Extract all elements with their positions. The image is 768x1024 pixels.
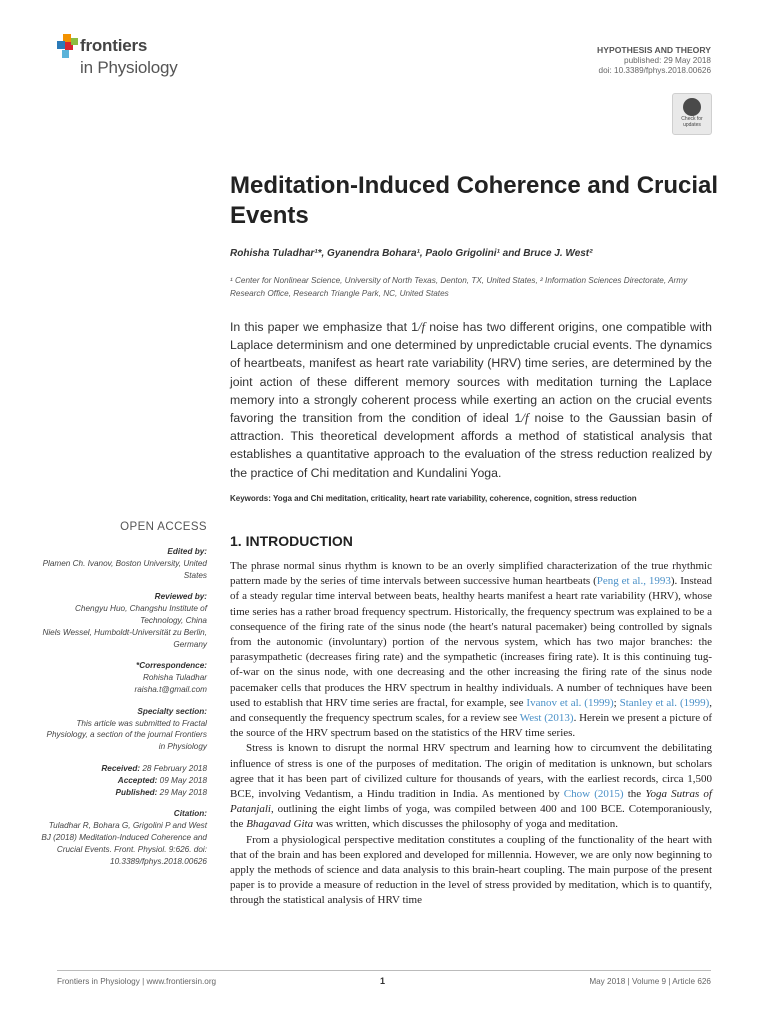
- published-label: Published:: [115, 787, 158, 797]
- footer-divider: [57, 970, 711, 971]
- italic-title: Yoga Sutras of Patanjali: [230, 788, 712, 816]
- edited-by-label: Edited by:: [167, 547, 207, 556]
- page-number: 1: [380, 976, 386, 986]
- specialty-label: Specialty section:: [137, 706, 207, 716]
- abstract-math-2: /f: [521, 410, 529, 426]
- specialty-text: This article was submitted to Fractal Physiology, a section of the journal Frontiers in Physiology: [46, 718, 207, 752]
- open-access-label: OPEN ACCESS: [120, 521, 207, 533]
- text-run: , outlining the eight limbs of yoga, was compiled between 400 and 100 BCE. Cotemporaniously, the: [230, 803, 712, 831]
- text-run: Stress is known to disrupt the normal HRV spectrum and learning how to circumvent the debilitating influence of stress is one of the purposes of meditation. The origin of meditation is unknown, but scholars agree that it has been part of civilized culture for thousands of years, with the earliest records, circa 1,500 BCE, involving Vedantism, a Hindu tradition in India. As mentioned by: [230, 742, 712, 801]
- correspondence-email[interactable]: raisha.t@gmail.com: [134, 684, 207, 694]
- article-title: Meditation-Induced Coherence and Crucial Events: [230, 172, 719, 229]
- correspondence-name: Rohisha Tuladhar: [142, 673, 207, 683]
- citation-text: Tuladhar R, Bohara G, Grigolini P and West BJ (2018) Meditation-Induced Coherence and Crucial Events. Front. Physiol. 9:626. doi: 10.3389/fphys.2018.00626: [41, 821, 207, 866]
- correspondence-block: [40, 660, 207, 695]
- author-list: Rohisha Tuladhar¹*, Gyanendra Bohara¹, Paolo Grigolini¹ and Bruce J. West²: [230, 248, 593, 259]
- editor-name: Plamen Ch. Ivanov, Boston University, United States: [42, 558, 207, 580]
- published-date: published: 29 May 2018: [624, 55, 711, 65]
- footer-journal-link[interactable]: Frontiers in Physiology | www.frontiersin.org: [57, 977, 217, 986]
- journal-name: in Physiology: [80, 58, 178, 77]
- check-for-updates-button[interactable]: [672, 93, 712, 135]
- citation-link[interactable]: West (2013): [519, 712, 574, 725]
- correspondence-label: *Correspondence:: [136, 661, 207, 671]
- abstract-text-1: In this paper we emphasize that 1: [230, 320, 418, 334]
- paragraph: From a physiological perspective meditation constitutes a coupling of the functionality of the heart with that of the brain and has been explored and developed for millennia. However, we are only now beginning to apply the methods of science and data analysis to this brain-heart coupling. The main purpose of the present paper is to provide a measure of reduction in the level of stress provided by meditation, which is to quantify, through the statistical analysis of HRV time: [230, 833, 712, 907]
- abstract: [230, 318, 712, 482]
- text-run: was written, which discusses the philosophy of yoga and meditation.: [313, 818, 619, 831]
- reviewer-name: Chengyu Huo, Changshu Institute of Technology, China: [75, 604, 207, 625]
- paragraph: [230, 741, 712, 832]
- citation-link[interactable]: Ivanov et al. (1999): [526, 696, 614, 709]
- text-run: the: [623, 788, 646, 801]
- text-run: ). Instead of a steady regular time interval between beats, healthy hearts manifest a heart rate variability (HRV), whose time series has a rather broad frequency spectrum. Historically, the frequency spectrum was explained to be a consequence of the firing rate of the sinus node (the heart's natural pacemaker) being controlled by signals from the autonomic (involuntary) portion of the nervous system, which has two major branches: the parasympathetic (decreases firing rate) and the sympathetic (increases firing rate). It is this continuing tug-of-war on the sinus node, with one decreasing and the other increasing the firing rate of the sinus node pacemaker cells that produces the HRV spectrum in healthy individuals. A number of techniques have been used to establish that HRV time series are fractal, for example, see: [230, 575, 712, 709]
- badge-label-2: updates: [683, 121, 701, 128]
- received-date: 28 February 2018: [142, 763, 207, 773]
- article-info-sidebar: [40, 546, 207, 877]
- reviewer-name: Niels Wessel, Humboldt-Universität zu Berlin, Germany: [42, 627, 207, 649]
- reviewed-by-label: Reviewed by:: [154, 592, 207, 602]
- citation-block: [40, 808, 207, 867]
- journal-logo[interactable]: [57, 30, 207, 82]
- badge-label-1: Check for: [681, 116, 703, 122]
- keywords: Keywords: Yoga and Chi meditation, criticality, heart rate variability, coherence, cognition, stress reduction: [230, 494, 637, 503]
- footer-issue-info: May 2018 | Volume 9 | Article 626: [589, 977, 711, 986]
- affiliations: ¹ Center for Nonlinear Science, University of North Texas, Denton, TX, United States, ² Information Sciences Directorate, Army Research Office, Research Triangle Park, NC, United States: [230, 276, 688, 298]
- brand-name: frontiers: [80, 36, 148, 55]
- accepted-date: 09 May 2018: [159, 775, 207, 785]
- update-icon: [683, 98, 701, 116]
- text-run: The phrase normal sinus rhythm is known to be an overly simplified characterization of the true rhythmic pattern made by the series of time intervals between successive human heartbeats (: [230, 560, 712, 588]
- article-meta: [597, 45, 711, 77]
- citation-label: Citation:: [173, 809, 207, 819]
- abstract-math-1: /f: [417, 319, 426, 334]
- text-run: ;: [613, 696, 620, 709]
- italic-title: Bhagavad Gita: [246, 818, 314, 831]
- text-run: , and consequently the frequency spectrum scales, for a review see: [230, 696, 713, 725]
- body-text: [230, 559, 712, 909]
- editor-block: [40, 546, 207, 581]
- abstract-text-2: noise has two different origins, one compatible with Laplace determinism and one determined by unpredictable crucial events. The dynamics of heartbeats, manifest as heart rate variability (HRV) time series, are determined by the joint action of these different memory sources with meditation turning the Laplace memory into a strongly coherent process while exerting an action on the crucial events favoring the transition from the condition of ideal 1: [230, 320, 712, 426]
- paragraph: [230, 559, 712, 741]
- reviewer-block: [40, 591, 207, 650]
- text-run: . Herein we present a picture of the source of the HRV spectrum based on the statistics of the HRV time series.: [230, 712, 712, 740]
- abstract-text-3: noise to the Gaussian basin of attraction. This theoretical development affords a method of statistical analysis that establishes a quantitative approach to the evaluation of the stress reduction realized by the practice of Chi meditation and Kundalini Yoga.: [230, 411, 712, 480]
- accepted-label: Accepted:: [117, 775, 158, 785]
- article-type: HYPOTHESIS AND THEORY: [597, 45, 711, 55]
- received-label: Received:: [101, 763, 141, 773]
- frontiers-logo-icon: [57, 34, 79, 60]
- specialty-block: [40, 706, 207, 753]
- citation-link[interactable]: Stanley et al. (1999): [619, 696, 710, 709]
- section-heading: 1. INTRODUCTION: [230, 533, 353, 549]
- published-date-sidebar: 29 May 2018: [159, 787, 207, 797]
- doi[interactable]: doi: 10.3389/fphys.2018.00626: [598, 66, 711, 75]
- citation-link[interactable]: Chow (2015): [563, 788, 624, 801]
- citation-link[interactable]: Peng et al., 1993: [596, 575, 671, 588]
- dates-block: [40, 763, 207, 798]
